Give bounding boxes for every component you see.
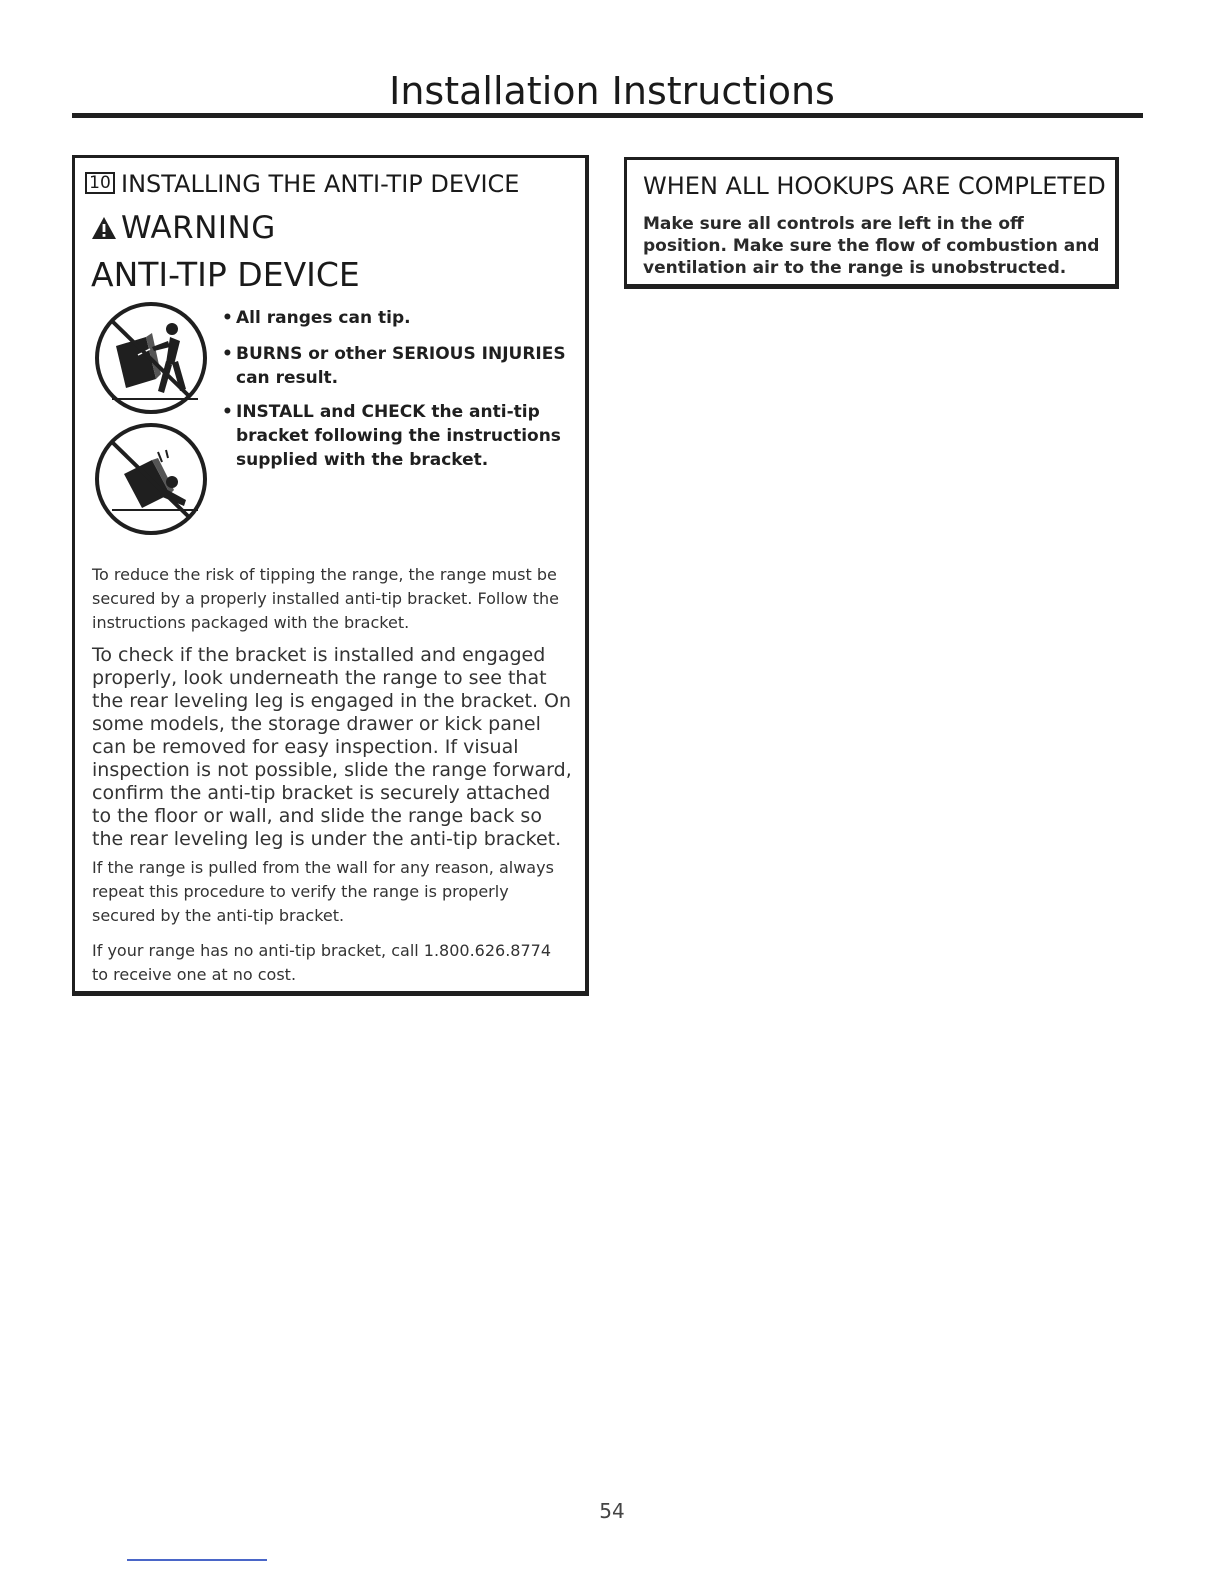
device-title: ANTI-TIP DEVICE xyxy=(91,255,360,294)
warning-bullets xyxy=(222,306,582,472)
hookups-heading: WHEN ALL HOOKUPS ARE COMPLETED xyxy=(643,172,1106,200)
page-number: 54 xyxy=(599,1499,625,1523)
prohibited-range-tipped-icon xyxy=(94,422,208,536)
hookups-body: Make sure all controls are left in the off position. Make sure the flow of combustion and ventilation air to the range is unobstructed. xyxy=(643,214,1100,278)
bullet-item: • BURNS or other SERIOUS INJURIES can result. xyxy=(222,342,582,390)
warning-row xyxy=(91,209,276,249)
warning-triangle-icon xyxy=(91,216,117,240)
bullet-item: • All ranges can tip. xyxy=(222,306,582,330)
anti-tip-section xyxy=(72,155,589,996)
paragraph-reduce-risk: To reduce the risk of tipping the range, the range must be secured by a properly installed anti-tip bracket. Follow the instructions packaged with the bracket. xyxy=(92,565,560,632)
paragraph-pulled-from-wall: If the range is pulled from the wall for any reason, always repeat this procedure to verify the range is properly secured by the anti-tip bracket. xyxy=(92,858,554,925)
link-underline xyxy=(127,1559,267,1561)
prohibited-range-tip-icon xyxy=(94,301,208,415)
step-number: 10 xyxy=(85,172,115,194)
paragraph-check-bracket: To check if the bracket is installed and engaged properly, look underneath the range to see that the rear leveling leg is engaged in the bracket. On some models, the storage drawer or kick panel can be removed for easy inspection. If visual inspection is not possible, slide the range forward, confirm the anti-tip bracket is securely attached to the floor or wall, and slide the range back so the rear leveling leg is under the anti-tip bracket. xyxy=(92,644,572,850)
hookups-section xyxy=(624,157,1119,289)
warning-label: WARNING xyxy=(121,210,276,246)
bullet-item: • INSTALL and CHECK the anti-tip bracket following the instructions supplied with the bracket. xyxy=(222,400,582,472)
paragraph-call-number: If your range has no anti-tip bracket, call 1.800.626.8774 to receive one at no cost. xyxy=(92,941,552,984)
section-heading: INSTALLING THE ANTI-TIP DEVICE xyxy=(121,170,520,198)
page-title: Installation Instructions xyxy=(389,69,835,113)
title-divider xyxy=(72,113,1143,118)
